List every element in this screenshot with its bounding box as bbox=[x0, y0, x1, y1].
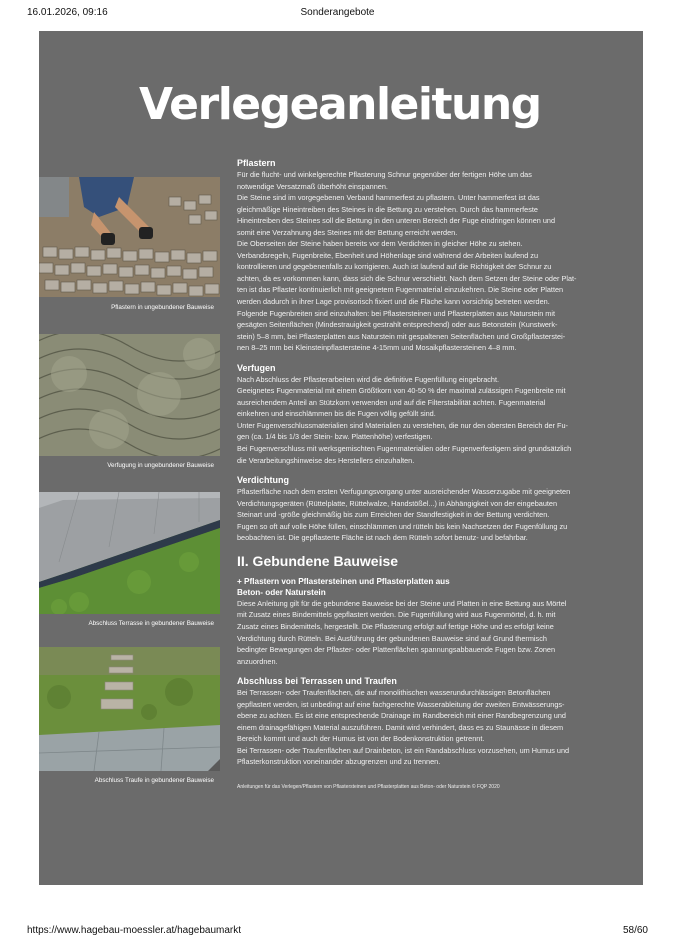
instruction-panel bbox=[39, 31, 643, 885]
photo-eaves-edge bbox=[39, 647, 220, 771]
page-number: 58/60 bbox=[622, 925, 648, 936]
photo-caption: Verfugung in ungebundener Bauweise bbox=[107, 462, 214, 469]
photo-caption: Pflastern in ungebundener Bauweise bbox=[111, 304, 214, 311]
heading-pflastern: Pflastern bbox=[237, 158, 276, 168]
text-verdichtung: Pflasterfläche nach dem ersten Verfugungsvorgang unter ausreichender Wasserzugabe mit geeigneten Verdichtungsgeräten (Rüttelplatte, Rüttelwalze, Handstößel...) in Abhängigkeit von der eingebauten Steinart und -größe gleichmäßig bis zum Erreichen der Standfestigkeit in der Bettung verdichten. Fugen so oft auf volle Höhe füllen, einschlämmen und rütteln bis kein Nachsetzen der Fugenfüllung zu beobachten ist. Die gepflasterte Fläche ist nach dem Rütteln sofort benutz- und befahrbar. bbox=[237, 487, 571, 543]
text-abschluss: Bei Terrassen- oder Traufenflächen, die auf monolithischen wasserundurchlässigen Betonflächen gepflastert werden, ist unbedingt auf eine fachgerechte Wasserableitung der zweiten Entwässerungs- ebene zu achten. Es ist eine entsprechende Drainage im Randbereich mit einer Randbegrenzung und einem drainagefähigen Material auszuführen. Damit wird verhindert, dass es zu Staunässe in diesem Bereich kommt und auch der Humus ist von der Bodenkonstruktion getrennt. Bei Terrassen- oder Traufenflächen auf Drainbeton, ist ein Randabschluss vorzusehen, um Humus und Pflasterkonstruktion voneinander abzugrenzen und zu trennen. bbox=[237, 688, 570, 767]
page-fold-decoration bbox=[208, 759, 220, 771]
heading-section-2: II. Gebundene Bauweise bbox=[237, 552, 399, 569]
heading-verdichtung: Verdichtung bbox=[237, 475, 290, 486]
heading-abschluss: Abschluss bei Terrassen und Traufen bbox=[237, 676, 397, 687]
text-verfugen: Nach Abschluss der Pflasterarbeiten wird die definitive Fugenfüllung eingebracht. Geeignetes Fugenmaterial mit einem Größtkorn von 40-50 % der maximal zulässigen Fugenbreite mit ausreichendem Anteil an Stützkorn verwenden und auf die Filterstabilität achten. Fugenmaterial einkehren und einschlämmen bis die Fugen völlig gefüllt sind. Unter Fugenverschlussmaterialien sind Materialien zu verstehen, die nur den obersten Bereich der Fu- gen (ca. 1/4 bis 1/3 der Stein- bzw. Plattenhöhe) verfestigen. Bei Fugenverschluss mit werksgemischten Fugenmaterialien oder Fugenverfestigern sind grundsätzlich die Verarbeitungshinweise des Herstellers einzuhalten. bbox=[237, 374, 572, 465]
footnote: Anleitungen für das Verlegen/Pflastern von Pflastersteinen und Pflasterplatten aus Beton- oder Naturstein © FQP 2020 bbox=[237, 783, 500, 790]
photo-caption: Abschluss Traufe in gebundener Bauweise bbox=[94, 777, 214, 784]
photo-caption: Abschluss Terrasse in gebundener Bauweise bbox=[88, 620, 214, 627]
text-column bbox=[237, 157, 629, 794]
photo-jointing bbox=[39, 334, 220, 456]
photo-terrace-edge bbox=[39, 492, 220, 614]
text-section-2: Diese Anleitung gilt für die gebundene Bauweise bei der Steine und Platten in eine Bettung aus Mörtel mit Zusatz eines Bindemittels gepflastert werden. Die Fugenfüllung wird aus Fugenmörtel, d. h. mit Zusatz eines Bindemittels, hergestellt. Die Pflasterung erfolgt auf fertige Höhe und es erfolgt keine Verdichtung durch Rütteln. Bei Ausführung der gebundenen Bauweise sind auf Grund thermisch bedingter Bewegungen der Pflaster- oder Plattenflächen spannungsabbauende Fugen bzw. Zonen anzuordnen. bbox=[237, 598, 567, 666]
footer-url: https://www.hagebau-moessler.at/hagebaumarkt bbox=[27, 925, 242, 936]
print-datetime: 16.01.2026, 09:16 bbox=[27, 7, 108, 18]
text-pflastern: Für die flucht- und winkelgerechte Pflasterung Schnur gegenüber der fertigen Höhe um das notwendige Versatzmaß überhöht einspannen. Die Steine sind im vorgegebenen Verband hammerfest zu pflastern. Unter hammerfest ist das gleichmäßige Hineintreiben des Steines in die Bettung zu verstehen. Durch das hammerfeste Hineintreiben des Steines soll die Bettung in den unteren Bereich der Fuge eindringen können und somit eine Verzahnung des Steines mit der Bettung erreicht werden. Die Oberseiten der Steine haben bereits vor dem Verdichten in gleicher Höhe zu stehen. Verbandsregeln, Fugenbreite, Ebenheit und Höhenlage sind während der Arbeiten laufend zu kontrollieren und gegebenenfalls zu korrigieren. Auch ist laufend auf die Richtigkeit der Schnur zu achten, da es vorkommen kann, dass sich die Schnur verschiebt. Nach dem Setzen der Steine oder Plat- ten ist das Pflaster kontinuierlich mit geeignetem Fugenmaterial einzukehren. Die Steine oder Platten werden dadurch in ihrer Lage provisorisch fixiert und die Fläche kann vorsichtig betreten werden. Folgende Fugenbreiten sind einzuhalten: bei Pflastersteinen und Pflasterplatten aus Naturstein mit gesägten Seitenflächen (Mindestrauigkeit gestrahlt entsprechend) oder aus Betonstein (Kunstwerk- stein) 5–8 mm, bei Pflasterplatten aus Naturstein mit gespaltenen Seitenflächen und Großpflasterstei- nen 8–25 mm bei Kleinsteinpflastersteine 4-15mm und Mosaikpflastersteinen 4–8 mm. bbox=[237, 170, 577, 353]
heading-verfugen: Verfugen bbox=[237, 362, 276, 373]
page-title: Verlegeanleitung bbox=[139, 79, 541, 130]
subheading-section-2: + Pflastern von Pflastersteinen und Pflasterplatten aus Beton- oder Naturstein bbox=[237, 576, 450, 597]
photo-paving bbox=[39, 177, 220, 297]
print-title: Sonderangebote bbox=[300, 7, 375, 18]
